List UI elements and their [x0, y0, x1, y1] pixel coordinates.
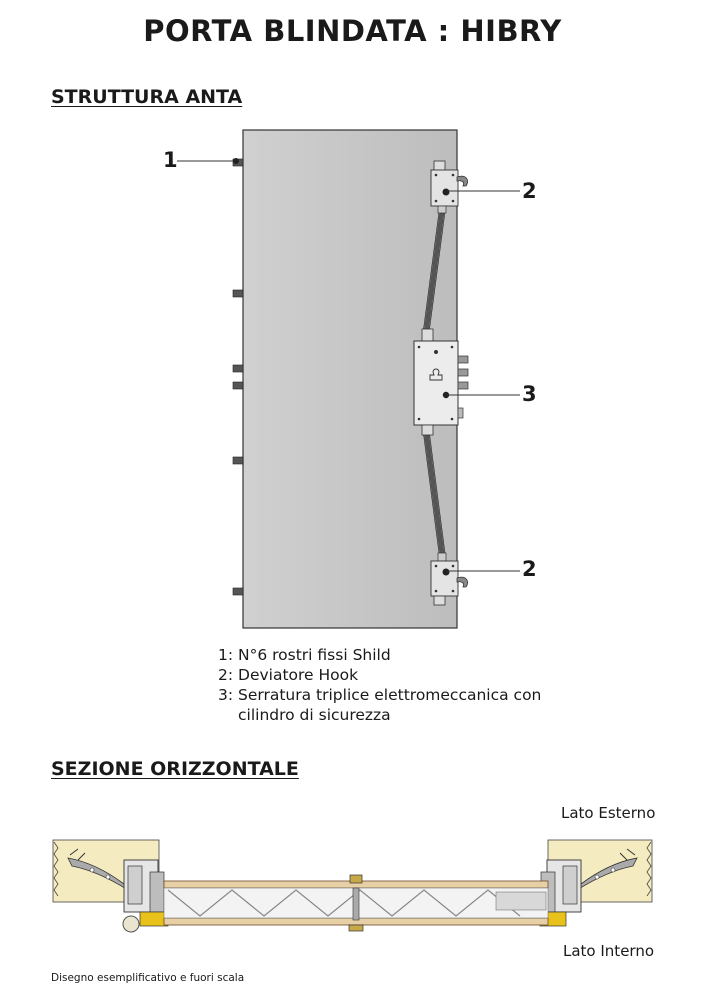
label-outside: Lato Esterno	[561, 804, 656, 822]
section-heading-horizontal: SEZIONE ORIZZONTALE	[51, 758, 299, 780]
callout-3: 3	[522, 382, 537, 406]
legend-item-1: 1: N°6 rostri fissi Shild	[218, 646, 391, 664]
callout-2-bottom: 2	[522, 557, 537, 581]
legend-item-2: 2: Deviatore Hook	[218, 666, 359, 684]
footer-note: Disegno esemplificativo e fuori scala	[51, 972, 245, 984]
callout-2-top: 2	[522, 179, 537, 203]
door-panel-section	[164, 875, 548, 931]
legend-item-3: 3: Serratura triplice elettromeccanica con	[218, 686, 542, 704]
page-title: PORTA BLINDATA : HIBRY	[143, 14, 562, 48]
label-inside: Lato Interno	[563, 942, 655, 960]
legend-item-3-cont: cilindro di sicurezza	[238, 706, 391, 724]
left-frame	[123, 860, 168, 932]
section-heading-structure: STRUTTURA ANTA	[51, 86, 243, 108]
callout-1: 1	[163, 148, 178, 172]
